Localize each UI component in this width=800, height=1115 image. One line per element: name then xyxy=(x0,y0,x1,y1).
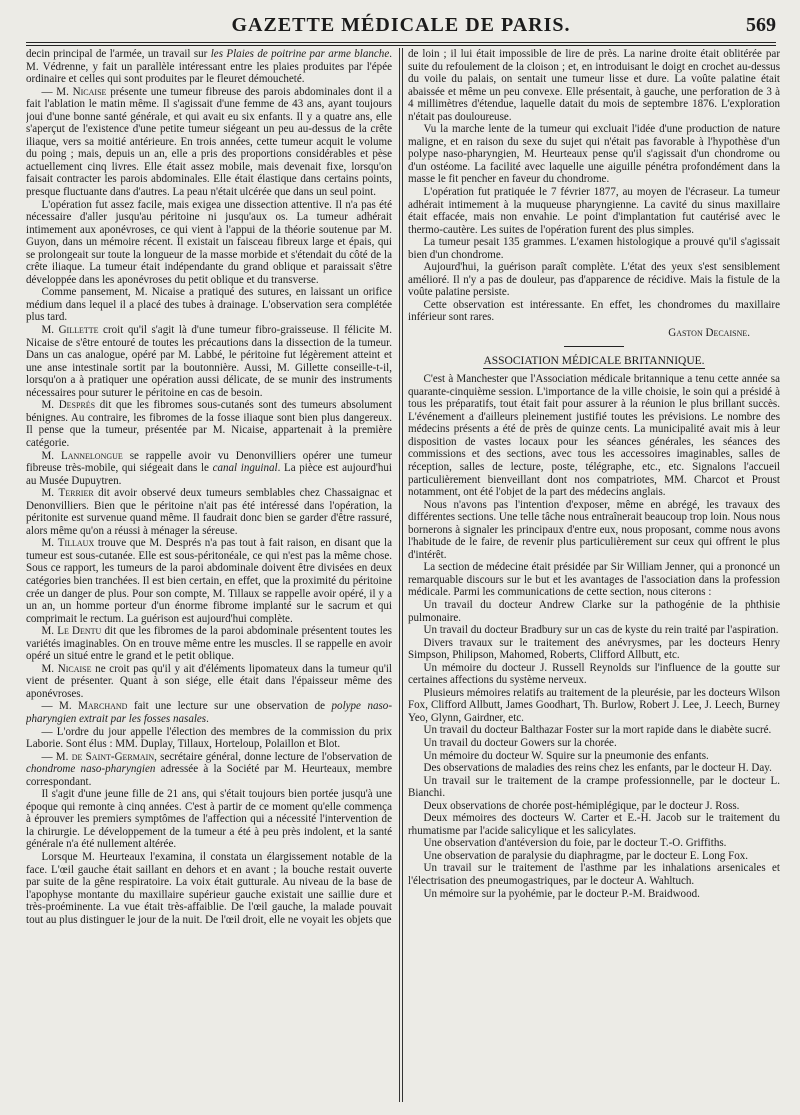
author-signature: Gaston Decaisne. xyxy=(668,327,750,340)
paragraph: Des observations de maladies des reins chez les enfants, par le docteur H. Day. xyxy=(423,762,772,775)
paragraph: La tumeur pesait 135 grammes. L'examen histologique a prouvé qu'il s'agissait bien d'un chondrome. xyxy=(408,236,780,261)
paragraph: Un mémoire sur la pyohémie, par le docteur P.-M. Braidwood. xyxy=(423,887,700,900)
paragraph: L'opération fut pratiquée le 7 février 1877, au moyen de l'écraseur. La tumeur adhérait intimement à la muqueuse pharyngienne. La cavité du sinus maxillaire était effacée, mais non envahie. Le point d'implantation fut cautérisé avec le thermo-cautère. Les suites de l'opération furent des plus simples. xyxy=(408,186,780,236)
paragraph: decin principal de l'armée, un travail sur les Plaies de poitrine par arme blanche. M. Védrenne, y fait un parallèle intéressant entre les plaies produites par l'épée ordinaire et celles qui sont produites par le fleuret démoucheté. xyxy=(26,48,392,86)
column-separator-inner xyxy=(402,48,403,1102)
paragraph: Un travail du docteur Andrew Clarke sur la pathogénie de la phthisie pulmonaire. xyxy=(408,598,780,624)
page-header xyxy=(26,14,776,40)
journal-title: GAZETTE MÉDICALE DE PARIS. xyxy=(231,14,571,36)
paragraph: — L'ordre du jour appelle l'élection des membres de la commission du prix Laborie. Sont élus : MM. Duplay, Tillaux, Horteloup, Polaillon et Blot. xyxy=(26,725,392,751)
paragraph: Un travail du docteur Bradbury sur un cas de kyste du rein traité par l'aspiration. xyxy=(423,624,779,637)
paragraph: Plusieurs mémoires relatifs au traitement de la pleurésie, par les docteurs Wilson Fox, Clifford Allbutt, James Goodhart, Th. Burlow, Robert J. Lee, J. Leech, Burney Yeo, Glynn, Gairdner, etc. xyxy=(408,686,780,724)
paragraph: Lorsque M. Heurteaux l'examina, il constata un élargissement notable de la face. L'œil gauche était saillant en dehors et en avant ; la bouche restait ouverte par suite de la gêne respiratoire. La voix était gutturale. Au niveau de la base de l'apophyse montante du maxillaire supérieur gauche existait une saillie dure et très-proéminente. La vue était très-affaiblie. De l'œil gauche, la malade pouvait tout au plus distinguer le jour de la nuit. De l'œil droit, elle ne voyait les objets que xyxy=(26,851,392,926)
paragraph: Il s'agit d'une jeune fille de 21 ans, qui s'était toujours bien portée jusqu'à une époque qui remonte à cinq années. C'est à partir de ce moment qu'elle commença à éprouver les premiers symptômes de l'affection qui a nécessité l'intervention de la chirurgie. Le développement de la tumeur a été à peu près indolent, et la santé générale n'a été nullement altérée. xyxy=(26,788,392,851)
paragraph: Un travail sur le traitement de l'asthme par les inhalations arsenicales et l'électrisation des pneumogastriques, par le docteur A. Wahltuch. xyxy=(408,862,780,887)
paragraph: Un travail sur le traitement de la crampe professionnelle, par le docteur L. Bianchi. xyxy=(408,774,780,800)
paragraph: Une observation d'antéversion du foie, par le docteur T.-O. Griffiths. xyxy=(423,837,727,850)
paragraph: M. Lannelongue se rappelle avoir vu Denonvilliers opérer une tumeur fibreuse très-mobile, qui siégeait dans le canal inguinal. La pièce est aujourd'hui au Musée Dupuytren. xyxy=(26,449,392,487)
paragraph: M. Nicaise ne croit pas qu'il y ait d'éléments lipomateux dans la tumeur qu'il vient de présenter. Quant à son siége, elle était dans l'épaisseur même des aponévroses. xyxy=(26,662,392,700)
paragraph: M. Tillaux trouve que M. Després n'a pas tout à fait raison, en disant que la tumeur est sous-cutanée. Elle est sous-péritonéale, ce qui n'est pas la même chose. Sous ce rapport, les tumeurs de la paroi abdominale doivent être divisées en deux catégories bien tranchées. Il est bien certain, en effet, que la proximité du péritoine crée un danger de plus. Pour son compte, M. Tillaux se rappelle avoir opéré, il y a un an, un homme porteur d'un énorme fibrome implanté sur le sacrum et qui comprimait le rectum. La guérison est aujourd'hui complète. xyxy=(26,537,392,625)
section-title: ASSOCIATION MÉDICALE BRITANNIQUE. xyxy=(483,354,705,367)
right-column xyxy=(408,48,780,1100)
paragraph: M. Le Dentu dit que les fibromes de la paroi abdominale présentent toutes les variétés imaginables. On en trouve même entre les muscles. Il se rappelle en avoir opéré un situé entre le grand et le petit oblique. xyxy=(26,625,392,663)
paragraph: L'opération fut assez facile, mais exigea une dissection attentive. Il n'a pas été nécessaire d'aller jusqu'au péritoine ni jusqu'aux os. La tumeur adhérait intimement aux aponévroses, ce qui vient à l'appui de la théorie soutenue par M. Guyon, dans un mémoire récent. Il existait un faisceau fibreux large et épais, qui se prolongeait sur toute la longueur de la masse morbide et s'étendait du côté de la crête iliaque. La tumeur était indépendante du grand oblique et paraissait s'être développée dans les aponévroses du petit oblique et du transverse. xyxy=(26,198,392,286)
paragraph: M. Després dit que les fibromes sous-cutanés sont des tumeurs absolument bénignes. Au contraire, les fibromes de la fosse iliaque sont bien plus dangereux. Il pense que la tumeur, présentée par M. Nicaise, appartenait à la première catégorie. xyxy=(26,399,392,449)
column-separator xyxy=(399,48,400,1102)
left-column xyxy=(26,48,392,1100)
paragraph: — M. Nicaise présente une tumeur fibreuse des parois abdominales dont il a fait l'ablation le matin même. Il s'agissait d'une femme de 43 ans, ayant toujours joui d'une bonne santé générale, et qui avait eu six enfants. Il y a quatre ans, elle s'aperçut de l'existence d'une petite tumeur siégeant un peu au-dessus de la crête iliaque, vers sa moitié antérieure. En trois années, cette tumeur acquit le volume du poing ; mais, depuis un an, elle a pris des proportions considérables et pèse actuellement cinq livres. Elle était assez mobile, mais devenait fixe, lorsqu'on faisait contracter les parois abdominales. Elle était élastique dans certains points, presque fluctuante dans d'autres. La peau n'était ulcérée que dans un seul point. xyxy=(26,85,392,199)
paragraph: C'est à Manchester que l'Association médicale britannique a tenu cette année sa quarante-cinquième session. L'importance de la ville choisie, le soin qui a présidé à tous les préparatifs, tout était fait pour assurer à la réunion le plus brillant succès. L'événement a d'ailleurs pleinement justifié toutes les prévisions. Le nombre des médecins présents a été de près de quinze cents. La municipalité avait mis à leur disposition de vastes locaux pour les séances générales, les séances des commissions et des sections, avec tous les accessoires imaginables, salles de réception, salles de lecture, poste, télégraphe, etc., etc. Signalons l'accueil particulièrement bienveillant dont nos compatriotes, MM. Charcot et Proust notamment, ont été l'objet de la part des médecins anglais. xyxy=(408,373,780,499)
paragraph: Comme pansement, M. Nicaise a pratiqué des sutures, en laissant un orifice médium dans lequel il a placé des tubes à drainage. L'observation sera complétée plus tard. xyxy=(26,286,392,324)
header-rule-inner xyxy=(26,45,776,46)
paragraph: Deux mémoires des docteurs W. Carter et E.-H. Jacob sur le traitement du rhumatisme par l'acide salicylique et les salicylates. xyxy=(408,812,780,837)
paragraph: Un travail du docteur Balthazar Foster sur la mort rapide dans le diabète sucré. xyxy=(423,724,772,737)
right-column-bottom xyxy=(408,373,780,900)
page-number: 569 xyxy=(746,14,776,36)
paragraph: Un mémoire du docteur J. Russell Reynolds sur l'influence de la goutte sur certaines affections du système nerveux. xyxy=(408,661,780,687)
paragraph: Deux observations de chorée post-hémiplégique, par le docteur J. Ross. xyxy=(423,799,740,812)
paragraph: Une observation de paralysie du diaphragme, par le docteur E. Long Fox. xyxy=(423,849,749,862)
paragraph: Divers travaux sur le traitement des anévrysmes, par les docteurs Henry Simpson, Philipson, Mahomed, Roberts, Clifford Allbutt, etc. xyxy=(408,636,780,662)
paragraph: Aujourd'hui, la guérison paraît complète. L'état des yeux s'est sensiblement amélioré. Il n'y a pas de douleur, pas d'apparence de récidive. Mais la fistule de la voûte palatine persiste. xyxy=(408,261,780,299)
paragraph: M. Gillette croit qu'il s'agit là d'une tumeur fibro-graisseuse. Il félicite M. Nicaise de s'être entouré de toutes les précautions dans la dissection de la tumeur. Dans un cas analogue, opéré par M. Labbé, le péritoine fut légèrement atteint et une anse intestinale sortit par la boutonnière. Aussi, M. Gillette conseille-t-il, lorsqu'on a à pratiquer une opération aussi délicate, de se munir des instruments nécessaires pour suturer le péritoine en cas de besoin. xyxy=(26,324,392,399)
paragraph: de loin ; il lui était impossible de lire de près. La narine droite était oblitérée par suite du refoulement de la cloison ; et, en introduisant le doigt en crochet au-dessus du voile du palais, on sentait une tumeur lisse et dure. La voûte palatine était abaissée et même un peu convexe. Elle présentait, à gauche, une perforation de 3 à 4 millimètres d'étendue, laquelle datait du mois de septembre 1876. L'exploration n'était pas douloureuse. xyxy=(408,48,780,123)
paragraph: M. Terrier dit avoir observé deux tumeurs semblables chez Chassaignac et Denonvilliers. Bien que le péritoine n'ait pas été intéressé dans l'opération, la péritonite est survenue quand même. Il faudrait donc bien se garder d'être rassuré, alors même qu'on a réussi à ménager la séreuse. xyxy=(26,487,392,537)
right-column-top xyxy=(408,48,780,324)
paragraph: Un travail du docteur Gowers sur la chorée. xyxy=(423,736,617,749)
paragraph: La section de médecine était présidée par Sir William Jenner, qui a prononcé un remarquable discours sur le but et les avantages de l'association dans la profession médicale. Parmi les communications de cette section, nous citerons : xyxy=(408,561,780,599)
header-rule xyxy=(26,42,776,43)
paragraph: Cette observation est intéressante. En effet, les chondromes du maxillaire inférieur sont rares. xyxy=(408,298,780,324)
paragraph: Vu la marche lente de la tumeur qui excluait l'idée d'une production de nature maligne, et en raison du sexe du sujet qui n'était pas favorable à l'hypothèse d'un polype naso-pharyngien, M. Heurteaux pense qu'il s'agissait d'un chondrome ou d'un ostéome. La facilité avec laquelle une aiguille pénétra profondément dans la masse le fit pencher en faveur du chondrome. xyxy=(408,123,780,186)
paragraph: — M. Marchand fait une lecture sur une observation de polype naso-pharyngien extrait par les fosses nasales. xyxy=(26,700,392,725)
paragraph: — M. de Saint-Germain, secrétaire général, donne lecture de l'observation de chondrome naso-pharyngien adressée à la Société par M. Heurteaux, membre correspondant. xyxy=(26,750,392,788)
paragraph: Nous n'avons pas l'intention d'exposer, même en abrégé, les travaux des différentes sections. Une telle tâche nous entraînerait beaucoup trop loin. Nous nous bornerons à signaler les principaux d'entre eux, nous proposant, comme nous avons l'habitude de le faire, de revenir plus particulièrement sur ceux qui offrent le plus d'intérêt. xyxy=(408,498,780,561)
paragraph: Un mémoire du docteur W. Squire sur la pneumonie des enfants. xyxy=(423,749,709,762)
short-divider xyxy=(564,346,624,347)
